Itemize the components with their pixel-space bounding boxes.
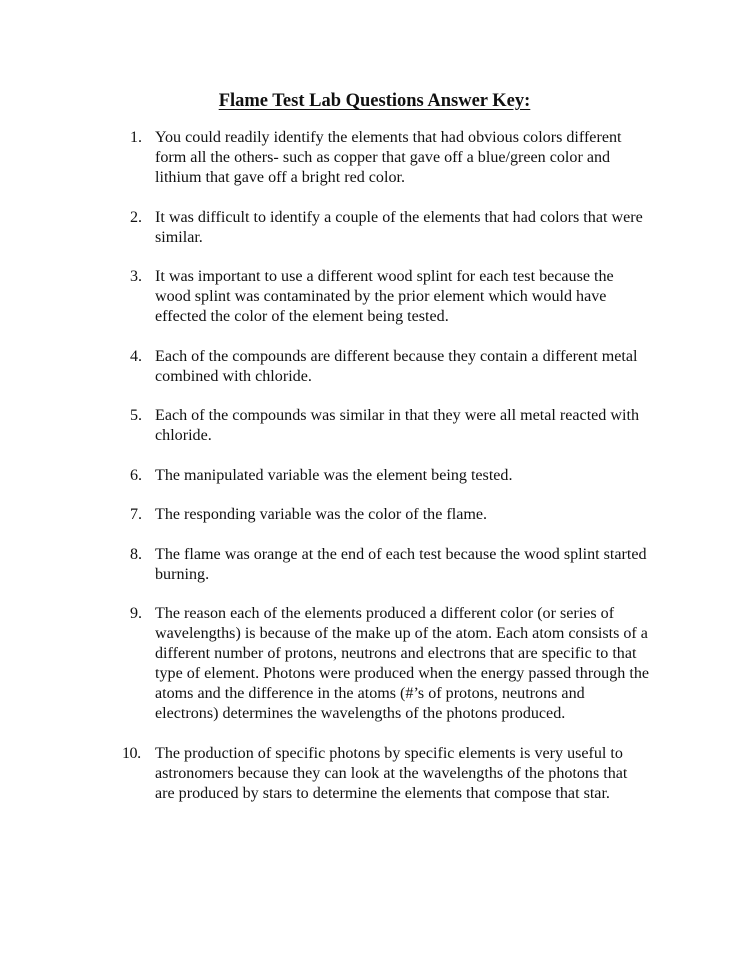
answer-number: 10. (122, 744, 141, 762)
answer-number: 4. (130, 347, 143, 365)
answer-number: 2. (130, 208, 143, 226)
answer-item (130, 604, 650, 724)
answer-item (130, 267, 650, 327)
answer-number: 8. (130, 545, 143, 563)
answer-text: Each of the compounds was similar in that they were all metal reacted with chloride. (155, 407, 639, 444)
answer-item (130, 545, 650, 585)
answer-item (130, 128, 650, 188)
answer-item (122, 744, 650, 804)
answer-number: 1. (130, 129, 143, 146)
answer-item (130, 505, 650, 525)
document-title: Flame Test Lab Questions Answer Key: (218, 91, 531, 111)
answer-text: Each of the compounds are different because they contain a different metal combined with chloride. (155, 347, 638, 385)
answer-number: 7. (130, 506, 143, 523)
answer-number: 9. (130, 605, 143, 622)
answer-number: 5. (130, 407, 143, 424)
answer-text: The manipulated variable was the element being tested. (155, 466, 513, 484)
answer-item (130, 208, 650, 248)
answer-number: 6. (130, 466, 143, 484)
answer-item (130, 347, 650, 387)
answer-text: The flame was orange at the end of each test because the wood splint started burning. (155, 545, 647, 583)
answer-number: 3. (130, 268, 143, 285)
answer-text: The reason each of the elements produced a different color (or series of wavelengths) is because of the make up of the atom. Each atom consists of a different number of protons, neutrons and electrons that are specific to that type of element. Photons were produced when the energy passed through the atoms and the difference in the atoms (#’s of protons, neutrons and electrons) determines the wavelengths of the photons produced. (155, 605, 650, 722)
answer-text: The production of specific photons by specific elements is very useful to astronomers because they can look at the wavelengths of the photons that are produced by stars to determine the elements that compose that star. (155, 744, 628, 802)
answer-item (130, 466, 650, 486)
answer-item (130, 406, 650, 446)
answer-text: It was important to use a different wood splint for each test because the wood splint was contaminated by the prior element which would have effected the color of the element being tested. (155, 268, 614, 325)
answer-text: It was difficult to identify a couple of the elements that had colors that were similar. (155, 208, 643, 246)
answer-text: You could readily identify the elements that had obvious colors different form all the others- such as copper that gave off a blue/green color and lithium that gave off a bright red color. (155, 129, 622, 186)
answer-list (122, 128, 650, 823)
answer-text: The responding variable was the color of the flame. (155, 506, 488, 523)
